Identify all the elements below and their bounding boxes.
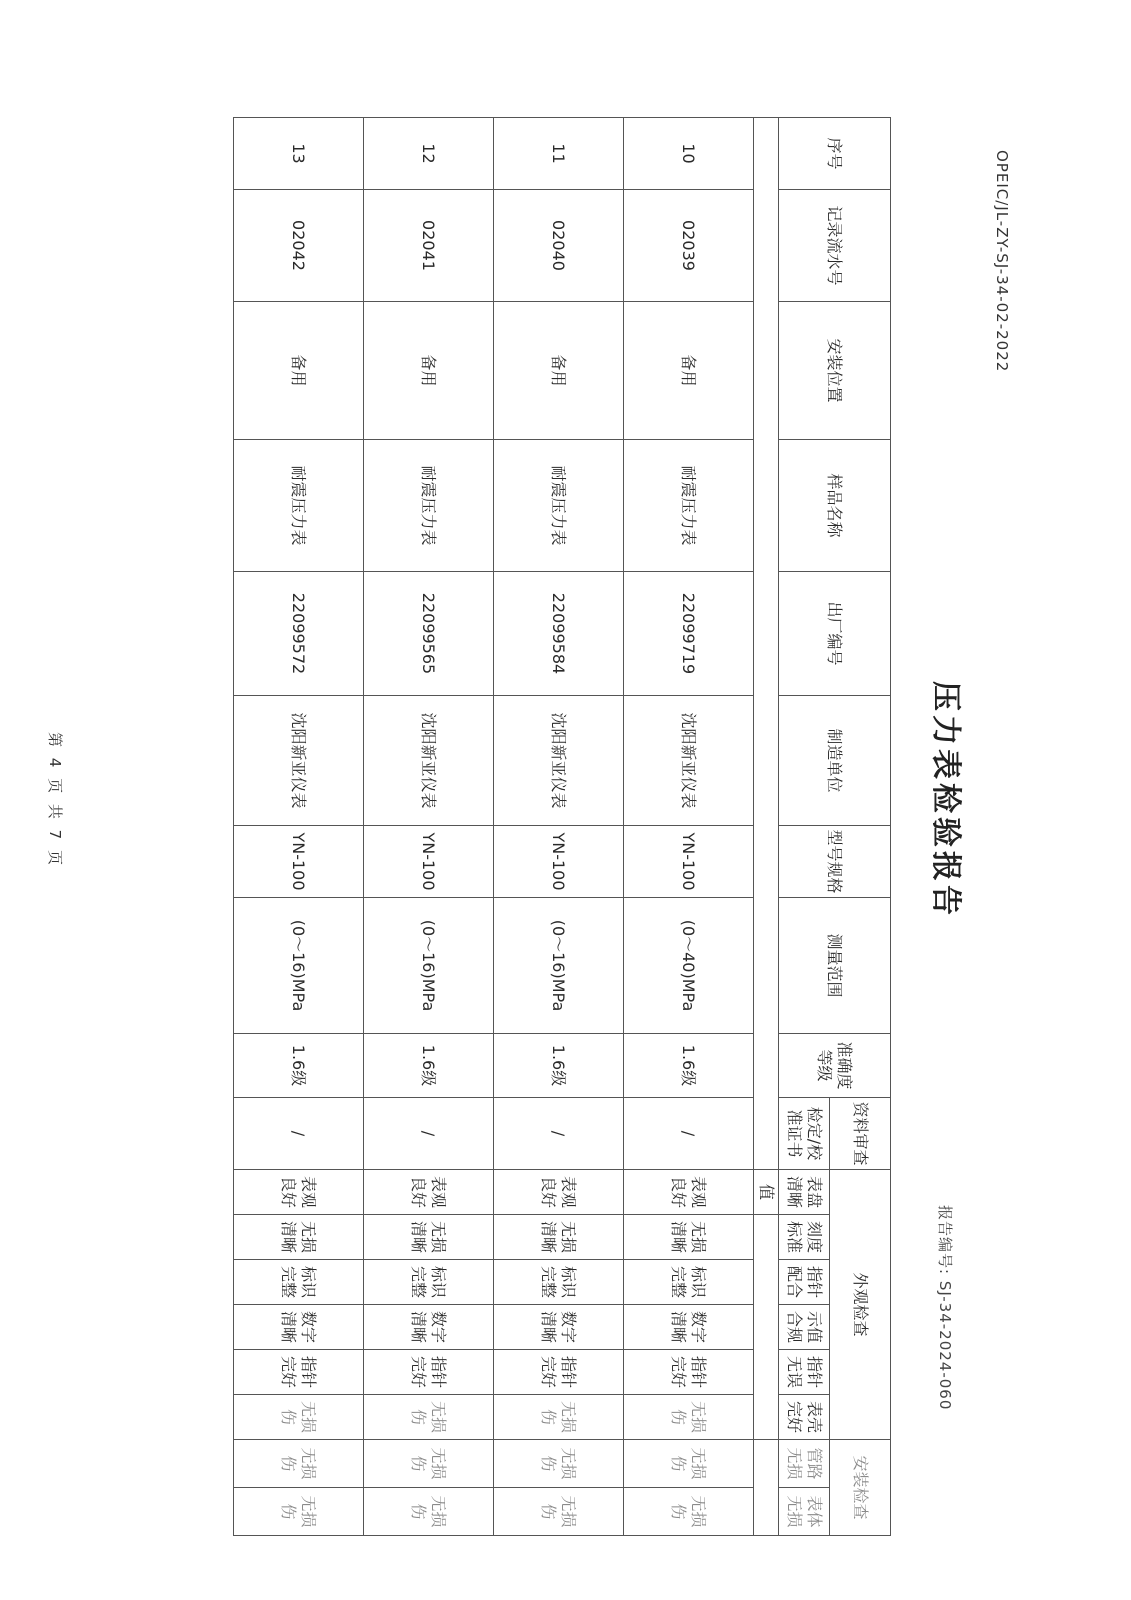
header-doc-review: 资料审查 xyxy=(830,1098,891,1170)
header-ext-item: 刻度标准 xyxy=(779,1215,830,1260)
cell-name: 耐震压力表 xyxy=(624,440,754,572)
header-range: 测量范围 xyxy=(779,898,891,1034)
cell-seq: 12 xyxy=(364,118,494,190)
cell-model: YN-100 xyxy=(364,826,494,898)
header-ext-item: 表壳完好 xyxy=(779,1395,830,1440)
cell-seq: 13 xyxy=(234,118,364,190)
header-name: 样品名称 xyxy=(779,440,891,572)
cell-ext: 指针完好 xyxy=(624,1350,754,1395)
header-row-1 xyxy=(830,118,891,1536)
table-row xyxy=(234,118,364,1536)
header-maker: 制造单位 xyxy=(779,696,891,826)
cell-serial: 22099565 xyxy=(364,572,494,696)
header-install-item: 表体无损 xyxy=(779,1488,830,1536)
cell-ext: 标识完整 xyxy=(234,1260,364,1305)
cell-maker: 沈阳新亚仪表 xyxy=(494,696,624,826)
cell-ext: 指针完好 xyxy=(364,1350,494,1395)
header-install-item: 管路无损 xyxy=(779,1440,830,1488)
cell-accuracy: 1.6级 xyxy=(494,1034,624,1098)
cell-ext: 标识完整 xyxy=(624,1260,754,1305)
cell-maker: 沈阳新亚仪表 xyxy=(234,696,364,826)
page-footer: 第 4 页 共 7 页 xyxy=(46,732,64,868)
header-ext-item: 示值合规 xyxy=(779,1305,830,1350)
cell-name: 耐震压力表 xyxy=(234,440,364,572)
cell-accuracy: 1.6级 xyxy=(364,1034,494,1098)
cell-model: YN-100 xyxy=(624,826,754,898)
cell-cert: / xyxy=(494,1098,624,1170)
cell-serial: 22099584 xyxy=(494,572,624,696)
cell-record-no: 02040 xyxy=(494,190,624,302)
cell-ext: 无损伤 xyxy=(494,1395,624,1440)
cell-install: 无损伤 xyxy=(234,1488,364,1536)
cell-ext: 无损清晰 xyxy=(234,1215,364,1260)
header-record-no: 记录流水号 xyxy=(779,190,891,302)
cell-ext: 数字清晰 xyxy=(624,1305,754,1350)
cell-ext: 表观良好 xyxy=(624,1170,754,1215)
cell-range: (0～16)MPa xyxy=(494,898,624,1034)
cell-ext: 数字清晰 xyxy=(494,1305,624,1350)
cell-install: 无损伤 xyxy=(494,1488,624,1536)
cell-location: 备用 xyxy=(624,302,754,440)
cell-ext: 无损伤 xyxy=(234,1395,364,1440)
header-accuracy: 准确度等级 xyxy=(779,1034,891,1098)
cell-maker: 沈阳新亚仪表 xyxy=(624,696,754,826)
cell-ext: 数字清晰 xyxy=(364,1305,494,1350)
cell-ext: 无损清晰 xyxy=(624,1215,754,1260)
cell-install: 无损伤 xyxy=(364,1488,494,1536)
header-model: 型号规格 xyxy=(779,826,891,898)
document-code: OPEIC/JL-ZY-SJ-34-02-2022 xyxy=(993,150,1011,373)
cell-record-no: 02041 xyxy=(364,190,494,302)
cell-serial: 22099719 xyxy=(624,572,754,696)
table-row xyxy=(624,118,754,1536)
cell-accuracy: 1.6级 xyxy=(234,1034,364,1098)
inspection-table xyxy=(233,117,891,1536)
cell-model: YN-100 xyxy=(494,826,624,898)
cell-ext: 数字清晰 xyxy=(234,1305,364,1350)
cell-record-no: 02039 xyxy=(624,190,754,302)
cell-ext: 指针完好 xyxy=(494,1350,624,1395)
cell-record-no: 02042 xyxy=(234,190,364,302)
table-row xyxy=(364,118,494,1536)
cell-accuracy: 1.6级 xyxy=(624,1034,754,1098)
header-seq: 序号 xyxy=(779,118,891,190)
cell-location: 备用 xyxy=(234,302,364,440)
header-serial: 出厂编号 xyxy=(779,572,891,696)
cell-ext: 表观良好 xyxy=(234,1170,364,1215)
unit-row xyxy=(754,118,779,1536)
cell-install: 无损伤 xyxy=(364,1440,494,1488)
cell-range: (0～16)MPa xyxy=(234,898,364,1034)
cell-install: 无损伤 xyxy=(234,1440,364,1488)
header-ext-item: 指针无误 xyxy=(779,1350,830,1395)
cell-ext: 标识完整 xyxy=(364,1260,494,1305)
cell-ext: 无损伤 xyxy=(364,1395,494,1440)
header-cert: 检定/校准证书 xyxy=(779,1098,830,1170)
cell-name: 耐震压力表 xyxy=(494,440,624,572)
unit-label: 值 xyxy=(754,1170,779,1215)
cell-ext: 无损伤 xyxy=(624,1395,754,1440)
cell-ext: 无损清晰 xyxy=(494,1215,624,1260)
cell-seq: 10 xyxy=(624,118,754,190)
cell-model: YN-100 xyxy=(234,826,364,898)
cell-cert: / xyxy=(364,1098,494,1170)
cell-install: 无损伤 xyxy=(624,1440,754,1488)
cell-location: 备用 xyxy=(364,302,494,440)
cell-range: (0～40)MPa xyxy=(624,898,754,1034)
header-install: 安装检查 xyxy=(830,1440,891,1536)
cell-install: 无损伤 xyxy=(624,1488,754,1536)
cell-install: 无损伤 xyxy=(494,1440,624,1488)
cell-serial: 22099572 xyxy=(234,572,364,696)
cell-seq: 11 xyxy=(494,118,624,190)
header-ext-item: 指针配合 xyxy=(779,1260,830,1305)
report-number: 报告编号: SJ-34-2024-060 xyxy=(936,1205,954,1411)
header-location: 安装位置 xyxy=(779,302,891,440)
cell-ext: 无损清晰 xyxy=(364,1215,494,1260)
cell-ext: 指针完好 xyxy=(234,1350,364,1395)
table-row xyxy=(494,118,624,1536)
cell-ext: 表观良好 xyxy=(364,1170,494,1215)
cell-cert: / xyxy=(234,1098,364,1170)
report-title: 压力表检验报告 xyxy=(928,681,963,919)
cell-location: 备用 xyxy=(494,302,624,440)
cell-name: 耐震压力表 xyxy=(364,440,494,572)
cell-range: (0～16)MPa xyxy=(364,898,494,1034)
header-ext-item: 表盘清晰 xyxy=(779,1170,830,1215)
header-external: 外观检查 xyxy=(830,1170,891,1440)
cell-maker: 沈阳新亚仪表 xyxy=(364,696,494,826)
cell-ext: 表观良好 xyxy=(494,1170,624,1215)
cell-cert: / xyxy=(624,1098,754,1170)
cell-ext: 标识完整 xyxy=(494,1260,624,1305)
